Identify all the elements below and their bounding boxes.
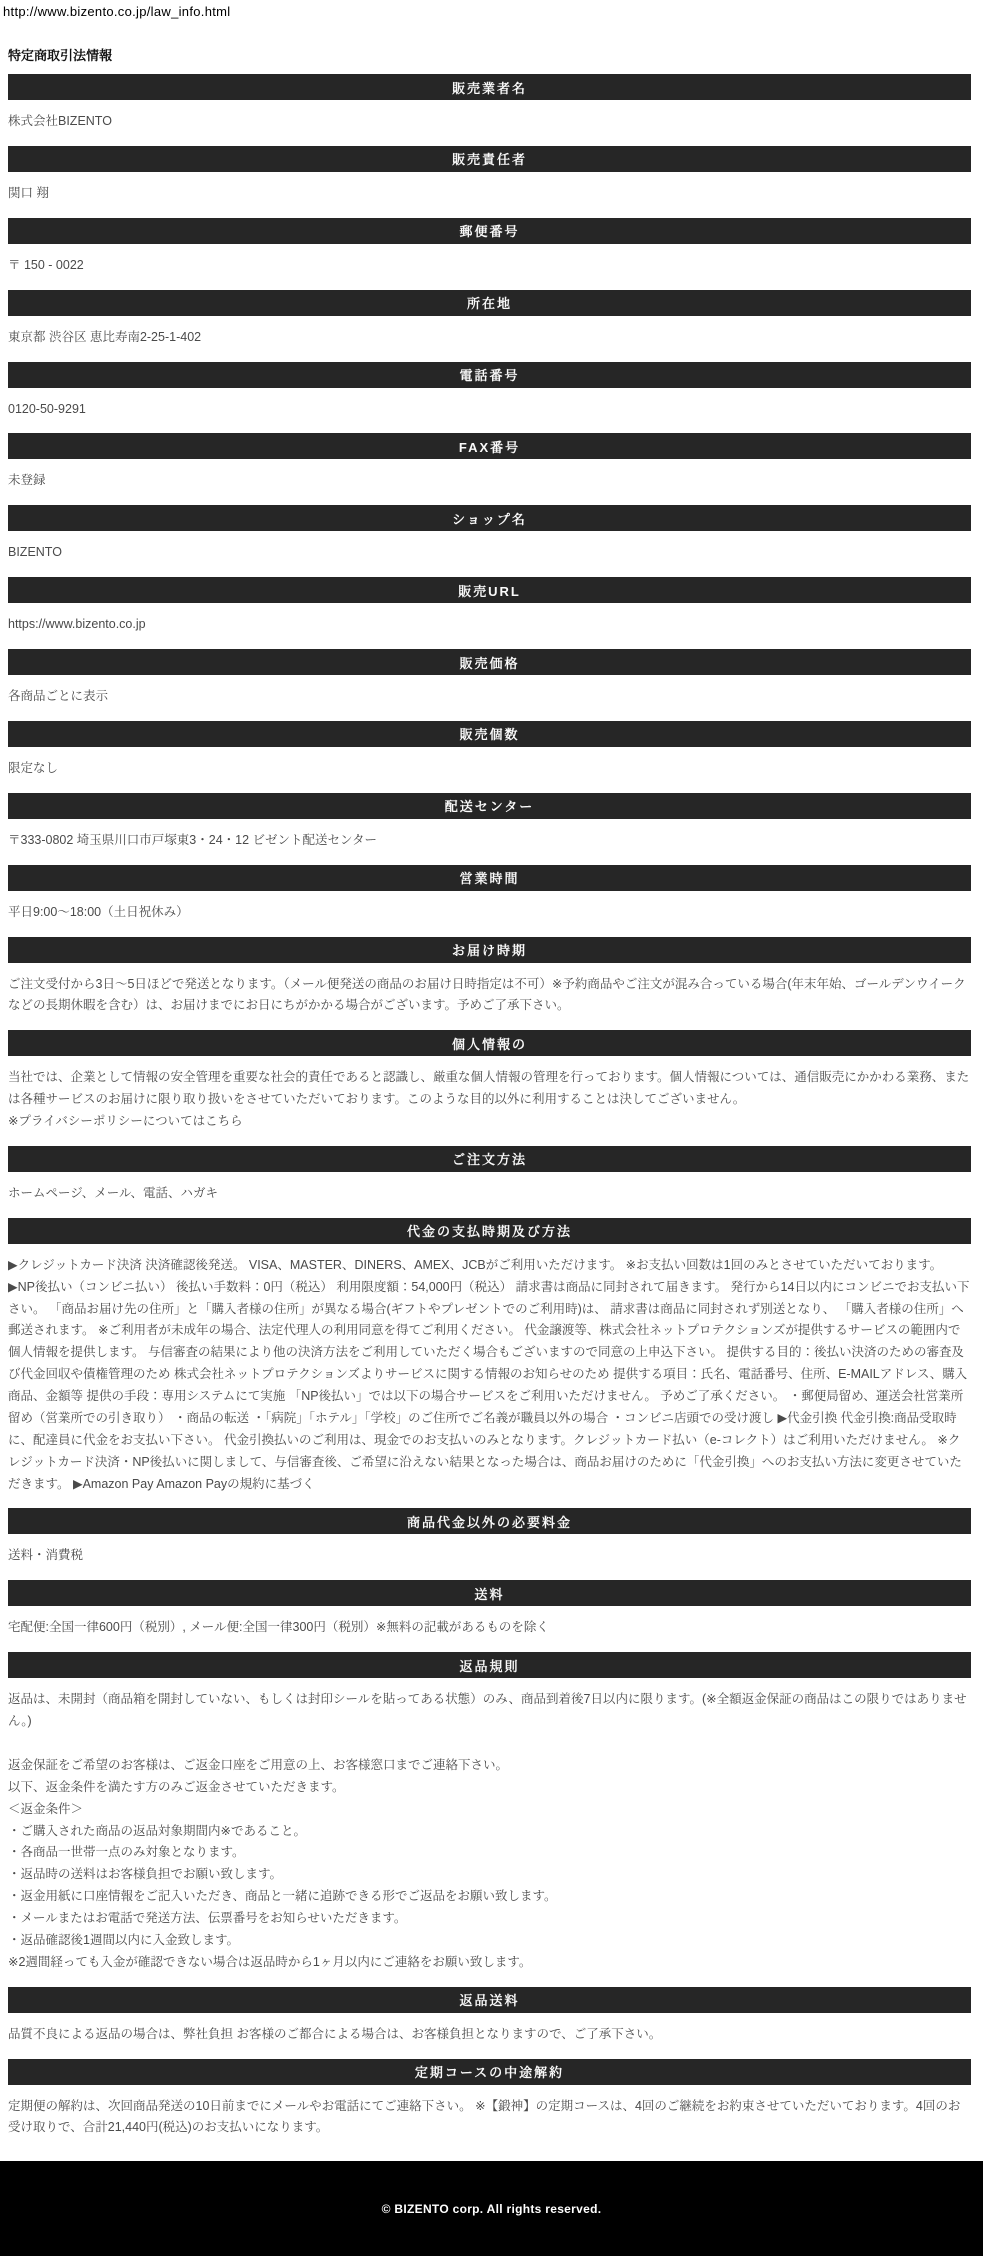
section-body bbox=[8, 255, 971, 277]
section-body bbox=[8, 1255, 971, 1496]
section-body bbox=[8, 686, 971, 708]
section-heading-bar: 販売URL bbox=[8, 577, 971, 603]
section bbox=[8, 433, 971, 492]
section-body-line: 返品は、未開封（商品箱を開封していない、もしくは封印シールを貼ってある状態）のみ、商品到着後7日以内に限ります。(※全額返金保証の商品はこの限りではありません。) bbox=[8, 1692, 967, 1728]
section-body-line: ※2週間経っても入金が確認できない場合は返品時から1ヶ月以内にご連絡をお願い致します。 bbox=[8, 1954, 532, 1969]
section-heading-bar: 郵便番号 bbox=[8, 218, 971, 244]
section-heading-bar: FAX番号 bbox=[8, 433, 971, 459]
section-body-line: 送料・消費税 bbox=[8, 1548, 84, 1563]
section-body bbox=[8, 1067, 971, 1133]
section-body-line: ・メールまたはお電話で発送方法、伝票番号をお知らせいただきます。 bbox=[8, 1911, 407, 1925]
section-body-line: ▶クレジットカード決済 決済確認後発送。 VISA、MASTER、DINERS、AMEX、JCBがご利用いただけます。 ※お支払い回数は1回のみとさせていただいております。 ▶NP後払い（コンビニ払い） 後払い手数料：0円（税込） 利用限度額：54,000円（税込） 請求書は商品に同封されて届きます。 発行から14日以内にコンビニでお支払い下さい。 「商品お届け先の住所」と「購入者様の住所」が異なる場合(ギフトやプレゼントでのご利用時)は、 請求書は商品に同封されず別送となり、 「購入者様の住所」へ郵送されます。 ※ご利用者が未成年の場合、法定代理人の利用同意を得てご利用ください。 代金譲渡等、株式会社ネットプロテクションズが提供するサービスの範囲内で個人情報を提供します。 与信審査の結果により他の決済方法をご利用していただく場合もございますので同意の上申込下さい。 提供する目的：後払い決済のための審査及び代金回収や債権管理のため 株式会社ネットプロテクションズよりサービスに関する情報のお知らせのため 提供する項目：氏名、電話番号、住所、E-MAILアドレス、購入商品、金額等 提供の手段：専用システムにて実施 「NP後払い」では以下の場合サービスをご利用いただけません。 予めご了承ください。 ・郵便局留め、運送会社営業所留め（営業所での引き取り） ・商品の転送 ・「病院」「ホテル」「学校」のご住所でご名義が職員以外の場合 ・コンビニ店頭での受け渡し ▶代金引換 代金引換:商品受取時に、配達員に代金をお支払い下さい。 代金引換払いのご利用は、現金でのお支払いのみとなります。クレジットカード払い（e-コレクト）はご利用いただけません。 ※クレジットカード決済・NP後払いに関しまして、与信審査後、ご希望に沿えない結果となった場合は、商品お届けのために「代金引換」へのお支払い方法に変更させていただきます。 ▶Amazon Pay Amazon Payの規約に基づく bbox=[8, 1257, 970, 1491]
section-body-line: 〒333-0802 埼玉県川口市戸塚東3・24・12 ビゼント配送センター bbox=[8, 832, 378, 847]
section bbox=[8, 937, 971, 1018]
section-body-line: ご注文受付から3日～5日ほどで発送となります。（メール便発送の商品のお届け日時指定は不可）※予約商品やご注文が混み合っている場合(年末年始、ゴールデンウイークなどの長期休暇を含む）は、お届けまでにお日にちがかかる場合がございます。予めご了承下さい。 bbox=[8, 976, 966, 1013]
section-body bbox=[8, 830, 971, 852]
section-body-line: ・各商品一世帯一点のみ対象となります。 bbox=[8, 1845, 245, 1860]
section bbox=[8, 1652, 971, 1974]
section-heading-bar: 営業時間 bbox=[8, 865, 971, 891]
section-heading-bar: 販売責任者 bbox=[8, 146, 971, 172]
section-body-line: 東京都 渋谷区 恵比寿南2-25-1-402 bbox=[8, 329, 202, 344]
section-body bbox=[8, 542, 971, 564]
section-body-line: 宅配便:全国一律600円（税別）, メール便:全国一律300円（税別）※無料の記載があるものを除く bbox=[8, 1620, 549, 1635]
section-body-line: ・返金用紙に口座情報をご記入いただき、商品と一緒に追跡できる形でご返品をお願い致します。 bbox=[8, 1889, 557, 1904]
section-heading-bar: 電話番号 bbox=[8, 362, 971, 388]
section-body-line: 0120-50-9291 bbox=[8, 401, 86, 416]
section-body-line: 以下、返金条件を満たす方のみご返金させていただきます。 bbox=[8, 1779, 345, 1794]
section bbox=[8, 721, 971, 780]
section-body-line: 〒 150 - 0022 bbox=[8, 257, 84, 272]
section-body-line: 限定なし bbox=[8, 760, 59, 775]
section-body-line: ・ご購入された商品の返品対象期間内※であること。 bbox=[8, 1823, 306, 1838]
section-body-line: ・返品時の送料はお客様負担でお願い致します。 bbox=[8, 1867, 283, 1882]
page-footer bbox=[0, 2161, 983, 2256]
section-heading-bar: 返品規則 bbox=[8, 1652, 971, 1678]
section-body bbox=[8, 974, 971, 1018]
section-body-line: BIZENTO bbox=[8, 545, 62, 560]
section bbox=[8, 1146, 971, 1205]
section-body-line: 関口 翔 bbox=[8, 185, 49, 200]
section-heading-bar: 返品送料 bbox=[8, 1987, 971, 2013]
section-heading-bar: 送料 bbox=[8, 1580, 971, 1606]
section-body bbox=[8, 902, 971, 924]
section-body-line: 品質不良による返品の場合は、弊社負担 お客様のご都合による場合は、お客様負担となりますので、ご了承下さい。 bbox=[8, 2026, 662, 2041]
page-url-text: http://www.bizento.co.jp/law_info.html bbox=[3, 4, 231, 19]
section-body bbox=[8, 614, 971, 636]
section bbox=[8, 1580, 971, 1639]
copyright-text: © BIZENTO corp. All rights reserved. bbox=[381, 2201, 602, 2216]
section-body-line: 平日9:00～18:00（土日祝休み） bbox=[8, 904, 189, 919]
section-heading-bar: 販売個数 bbox=[8, 721, 971, 747]
section bbox=[8, 74, 971, 133]
section-body-line: ・返品確認後1週間以内に入金致します。 bbox=[8, 1932, 239, 1947]
section-body-line: 定期便の解約は、次回商品発送の10日前までにメールやお電話にてご連絡下さい。 ※【鍛神】の定期コースは、4回のご継続をお約束させていただいております。4回のお受け取りで、合計21,440円(税込)のお支払いになります。 bbox=[8, 2098, 961, 2135]
section-heading-bar: 販売価格 bbox=[8, 649, 971, 675]
section bbox=[8, 218, 971, 277]
section-body-line: 返金保証をご希望のお客様は、ご返金口座をご用意の上、お客様窓口までご連絡下さい。 bbox=[8, 1757, 509, 1772]
section-heading-bar: お届け時期 bbox=[8, 937, 971, 963]
section-heading-bar: 代金の支払時期及び方法 bbox=[8, 1218, 971, 1244]
section-body-line: 各商品ごとに表示 bbox=[8, 689, 109, 703]
section bbox=[8, 362, 971, 421]
line-spacer bbox=[8, 1733, 971, 1755]
section-body bbox=[8, 1617, 971, 1639]
footer-bottom-strip bbox=[0, 2256, 983, 2263]
section-body-line: 未登録 bbox=[8, 473, 46, 488]
section bbox=[8, 1508, 971, 1567]
section bbox=[8, 505, 971, 564]
section bbox=[8, 649, 971, 708]
section bbox=[8, 290, 971, 349]
section bbox=[8, 865, 971, 924]
page-title: 特定商取引法情報 bbox=[8, 48, 113, 63]
section bbox=[8, 146, 971, 205]
section-body-line: ホームページ、メール、電話、ハガキ bbox=[8, 1185, 219, 1200]
section-body bbox=[8, 1545, 971, 1567]
section-body-line: https://www.bizento.co.jp bbox=[8, 617, 146, 632]
section-body bbox=[8, 1689, 971, 1974]
section-body bbox=[8, 470, 971, 492]
section-heading-bar: 商品代金以外の必要料金 bbox=[8, 1508, 971, 1534]
section-body bbox=[8, 327, 971, 349]
law-info-sections bbox=[0, 74, 983, 2139]
section bbox=[8, 1987, 971, 2046]
section-body bbox=[8, 183, 971, 205]
section-heading-bar: 販売業者名 bbox=[8, 74, 971, 100]
section-body-line: 当社では、企業として情報の安全管理を重要な社会的責任であると認識し、厳重な個人情報の管理を行っております。個人情報については、通信販売にかかわる業務、または各種サービスのお届けに限り取り扱いをさせていただいております。このような目的以外に利用することは決してございません。 bbox=[8, 1070, 970, 1107]
section-heading-bar: 所在地 bbox=[8, 290, 971, 316]
section-heading-bar: 配送センター bbox=[8, 793, 971, 819]
section-body-line: ※プライバシーポリシーについてはこちら bbox=[8, 1114, 243, 1128]
section-body bbox=[8, 399, 971, 421]
section bbox=[8, 2059, 971, 2140]
section-heading-bar: 個人情報の bbox=[8, 1030, 971, 1056]
section-body bbox=[8, 2096, 971, 2140]
section-body-line: 株式会社BIZENTO bbox=[8, 114, 112, 128]
section bbox=[8, 1218, 971, 1496]
section-heading-bar: 定期コースの中途解約 bbox=[8, 2059, 971, 2085]
section-heading-bar: ご注文方法 bbox=[8, 1146, 971, 1172]
section bbox=[8, 1030, 971, 1133]
section-body-line: ＜返金条件＞ bbox=[8, 1801, 84, 1816]
section-body bbox=[8, 111, 971, 133]
section-heading-bar: ショップ名 bbox=[8, 505, 971, 531]
section-body bbox=[8, 1183, 971, 1205]
section bbox=[8, 577, 971, 636]
section-body bbox=[8, 758, 971, 780]
section bbox=[8, 793, 971, 852]
section-body bbox=[8, 2024, 971, 2046]
